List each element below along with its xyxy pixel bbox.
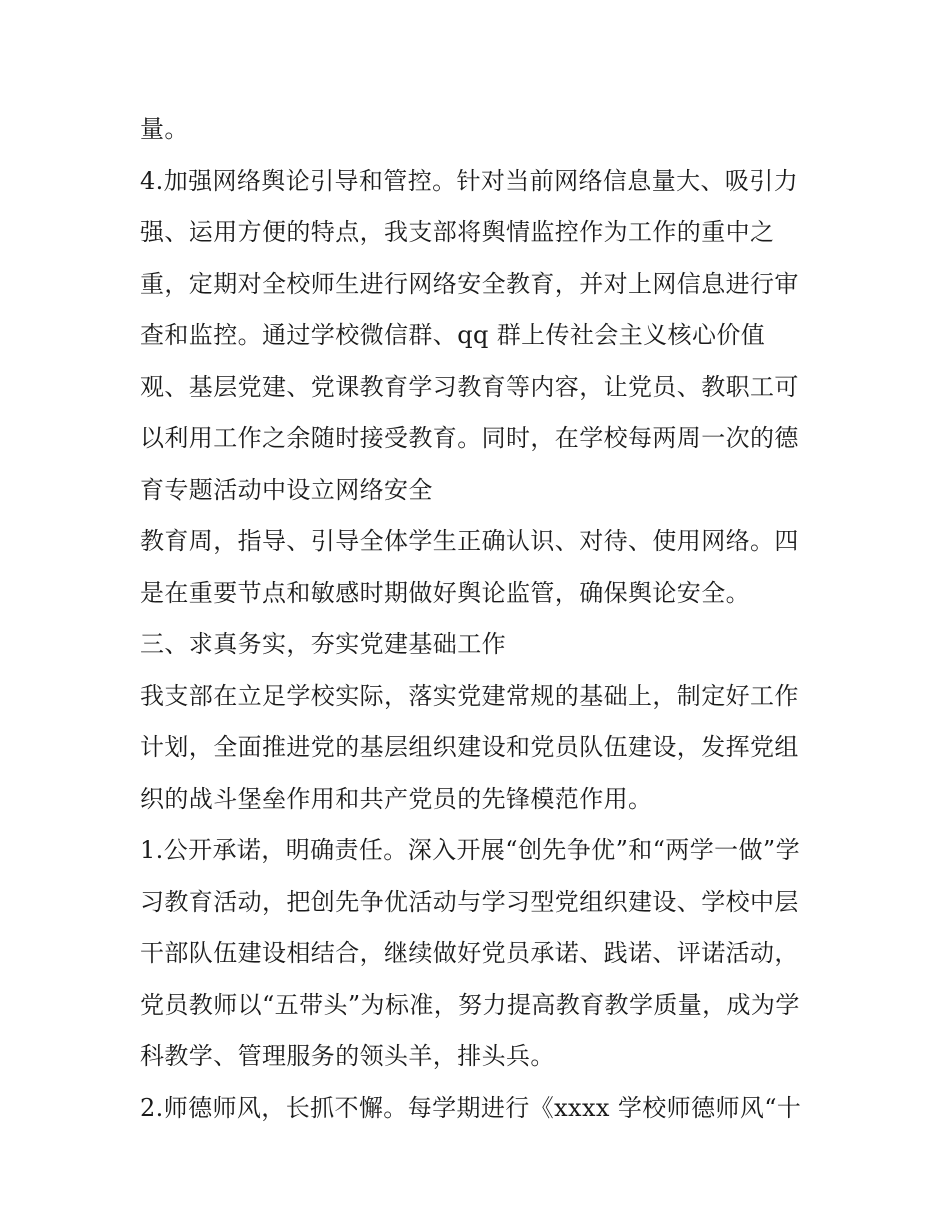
text-line: 重，定期对全校师生进行网络安全教育，并对上网信息进行审 [140, 269, 799, 298]
section-heading: 三、求真务实，夯实党建基础工作 [140, 630, 506, 658]
text-line: 1.公开承诺，明确责任。深入开展“创先争优”和“两学一做”学 [140, 836, 800, 864]
text-line: 是在重要节点和敏感时期做好舆论监管，确保舆论安全。 [140, 578, 750, 607]
text-line: 查和监控。通过学校微信群、qq 群上传社会主义核心价值 [140, 321, 766, 349]
text-line: 习教育活动，把创先争优活动与学习型党组织建设、学校中层 [140, 887, 799, 916]
text-line: 教育周，指导、引导全体学生正确认识、对待、使用网络。四 [140, 527, 799, 555]
document-body [140, 104, 830, 1134]
text-line: 强、运用方便的特点，我支部将舆情监控作为工作的重中之 [140, 218, 775, 246]
text-line: 我支部在立足学校实际，落实党建常规的基础上，制定好工作 [140, 681, 799, 710]
text-line: 织的战斗堡垒作用和共产党员的先锋模范作用。 [140, 784, 653, 813]
text-line: 干部队伍建设相结合，继续做好党员承诺、践诺、评诺活动， [140, 939, 799, 967]
text-line: 观、基层党建、党课教育学习教育等内容，让党员、教职工可 [140, 372, 799, 401]
text-line: 党员教师以“五带头”为标准，努力提高教育教学质量，成为学 [140, 990, 800, 1019]
text-line: 以利用工作之余随时接受教育。同时，在学校每两周一次的德 [140, 424, 799, 452]
text-line: 育专题活动中设立网络安全 [140, 475, 433, 504]
text-line: 4.加强网络舆论引导和管控。针对当前网络信息量大、吸引力 [140, 166, 799, 195]
text-line: 计划，全面推进党的基层组织建设和党员队伍建设，发挥党组 [140, 733, 799, 761]
text-line: 科教学、管理服务的领头羊，排头兵。 [140, 1042, 555, 1070]
text-line: 2.师德师风，长抓不懈。每学期进行《xxxx 学校师德师风“十 [140, 1093, 802, 1122]
text-line: 量。 [140, 115, 189, 143]
